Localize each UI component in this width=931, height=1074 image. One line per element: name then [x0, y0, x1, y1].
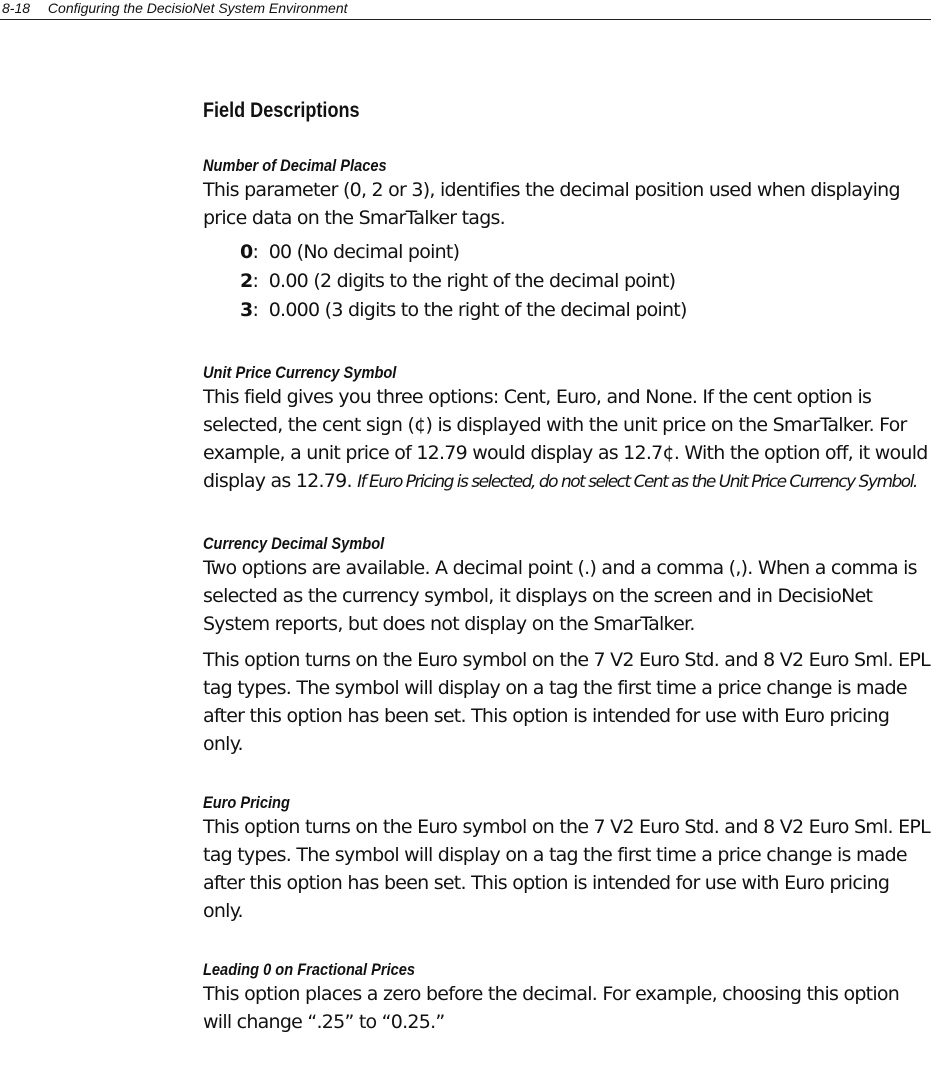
field-description-euro-pricing: This option turns on the Euro symbol on the 7 V2 Euro Std. and 8 V2 Euro Sml. EPL tag types. The symbol will display on a tag the first time a price change is made after this option has been set. This option is intended for use with Euro pricing only. [203, 816, 930, 922]
section-currency-decimal [203, 534, 931, 758]
field-description-currency-decimal: Two options are available. A decimal point (.) and a comma (,). When a comma is selected as the currency symbol, it displays on the screen and in DecisioNet System reports, but does not display on the SmarTalker. [203, 557, 917, 635]
field-title-unit-price-currency: Unit Price Currency Symbol [203, 363, 397, 382]
option-key: 0 [240, 241, 253, 263]
section-euro-pricing [203, 793, 931, 925]
option-key: 2 [240, 270, 253, 292]
document-body [203, 92, 931, 1036]
option-item: 3: 0.000 (3 digits to the right of the decimal point) [240, 299, 687, 321]
option-desc: 0.00 (2 digits to the right of the decimal point) [268, 270, 676, 292]
option-item: 0: 00 (No decimal point) [240, 241, 460, 263]
page-header [0, 0, 931, 20]
field-title-euro-pricing: Euro Pricing [203, 793, 290, 812]
unit-price-note: If Euro Pricing is selected, do not select Cent as the Unit Price Currency Symbol. [357, 472, 917, 492]
section-unit-price-currency [203, 363, 931, 496]
field-title-decimal-places: Number of Decimal Places [203, 156, 387, 175]
field-description-unit-price-currency [203, 383, 931, 496]
unit-price-text: This field gives you three options: Cent, Euro, and None. If the cent option is selected, the cent sign (¢) is displayed with the unit price on the SmarTalker. For example, a unit price of 12.79 would display as 12.7¢. With the option off, it would display as 12.79. [203, 386, 928, 492]
section-leading-zero [203, 960, 931, 1036]
decimal-options-list [240, 238, 931, 325]
field-description-currency-decimal-2: This option turns on the Euro symbol on the 7 V2 Euro Std. and 8 V2 Euro Sml. EPL tag types. The symbol will display on a tag the first time a price change is made after this option has been set. This option is intended for use with Euro pricing only. [203, 649, 930, 755]
option-desc: 0.000 (3 digits to the right of the decimal point) [268, 299, 687, 321]
page-number: 8-18 [2, 0, 31, 16]
field-title-currency-decimal: Currency Decimal Symbol [203, 534, 385, 553]
section-title: Field Descriptions [203, 99, 360, 122]
section-decimal-places [203, 156, 931, 325]
field-description-leading-zero: This option places a zero before the decimal. For example, choosing this option will change “.25” to “0.25.” [203, 983, 900, 1033]
option-key: 3 [240, 299, 253, 321]
field-title-leading-zero: Leading 0 on Fractional Prices [203, 960, 416, 979]
header-title: Configuring the DecisioNet System Environment [47, 0, 348, 16]
option-item: 2: 0.00 (2 digits to the right of the decimal point) [240, 270, 676, 292]
option-desc: 00 (No decimal point) [268, 241, 460, 263]
field-description-decimal-places: This parameter (0, 2 or 3), identifies the decimal position used when displaying price data on the SmarTalker tags. [203, 179, 900, 229]
